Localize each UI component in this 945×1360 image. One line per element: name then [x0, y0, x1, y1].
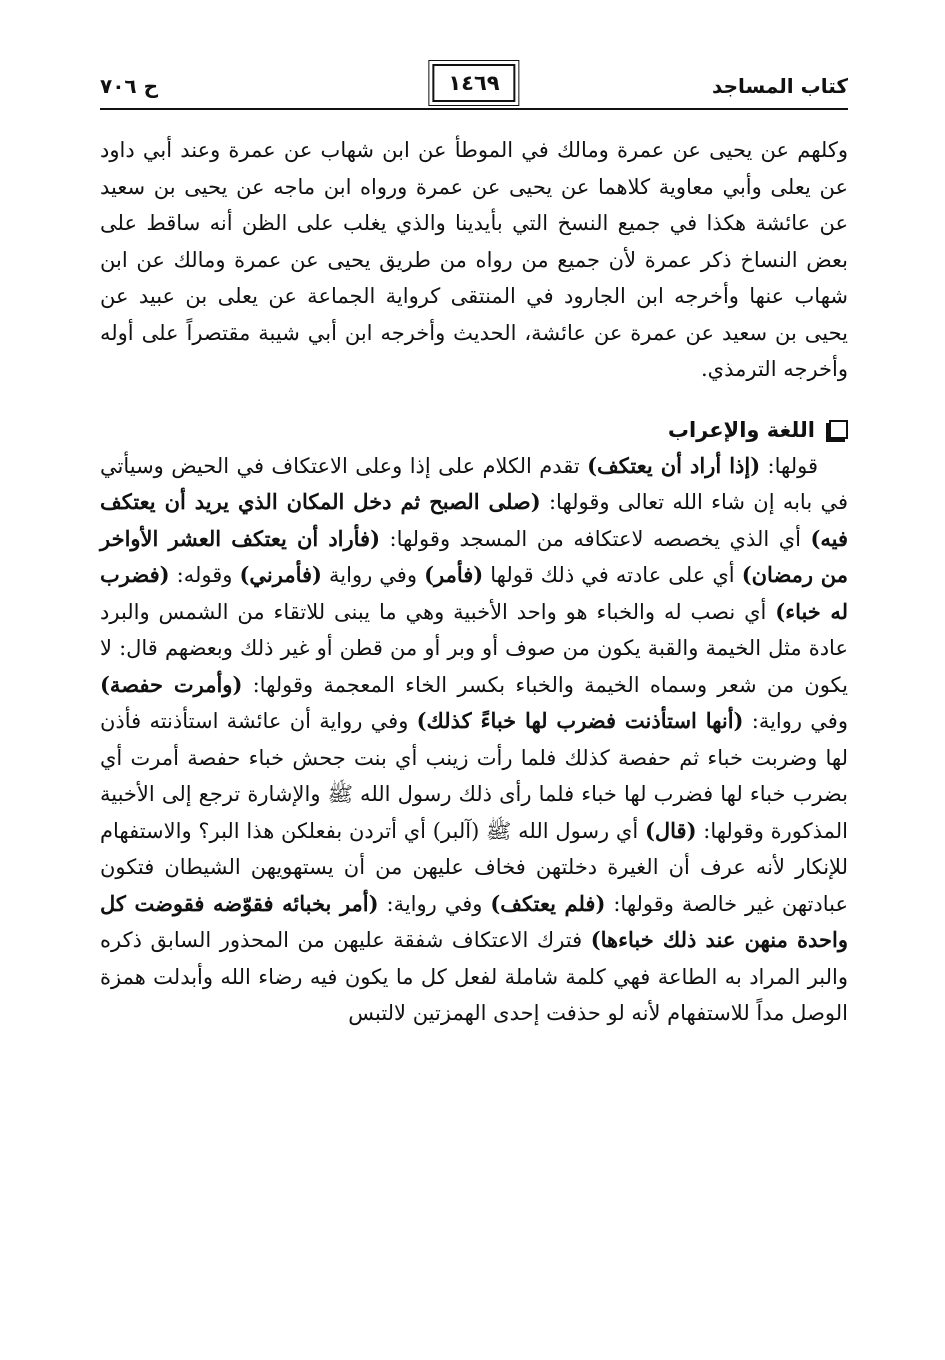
quoted-phrase: (أمر بخبائه فقوّضه فقوضت كل واحدة منهن عند ذلك خباءها) [100, 890, 848, 952]
quoted-phrase: (فأمرني) [239, 562, 322, 587]
body-text: أي الذي يخصصه لاعتكافه من المسجد وقولها: [380, 526, 811, 551]
language-grammar-paragraph [100, 448, 848, 1032]
body-text: تقدم الكلام على إذا وعلى الاعتكاف في الحيض وسيأتي في بابه إن شاء الله تعالى وقولها: [100, 453, 849, 514]
intro-paragraph: وكلهم عن يحيى عن عمرة ومالك في الموطأ عن ابن شهاب عن عمرة وعند أبي داود عن يعلى وأبي معاوية كلاهما عن يحيى عن عمرة ورواه ابن ماجه عن يحيى بن سعيد عن عائشة هكذا في جميع النسخ التي بأيدينا والذي يغلب على الظن أنه ساقط على بعض النساخ ذكر عمرة لأن جميع من رواه من طريق يحيى عن عمرة ومالك عن ابن شهاب عنها وأخرجه ابن الجارود في المنتقى كرواية الجماعة عن يعلى بن عبيد عن يحيى بن سعيد عن عمرة عن عائشة، الحديث وأخرجه ابن أبي شيبة مقتصراً على أوله وأخرجه الترمذي. [100, 138, 848, 381]
quoted-phrase: (وأمرت حفصة) [100, 671, 243, 697]
quoted-phrase: (فلم يعتكف) [490, 890, 606, 916]
body-text: وقوله: [169, 563, 240, 587]
hadith-number: ح ٧٠٦ [100, 74, 159, 98]
body-text: أي على عادته في ذلك قولها [483, 563, 742, 587]
book-page [100, 62, 848, 1032]
quoted-phrase: (صلى الصبح ثم دخل المكان الذي يريد أن يعتكف فيه) [100, 489, 849, 551]
quoted-phrase: (فضرب له خباء) [100, 562, 848, 624]
quoted-phrase: (فأراد أن يعتكف العشر الأواخر من رمضان) [100, 525, 848, 587]
body-text: وفي رواية: [743, 709, 848, 733]
page-number: ١٤٦٩ [432, 64, 515, 102]
body-text: وفي رواية أن عائشة استأذنته فأذن لها وضربت خباء ثم حفصة كذلك فلما رأت زينب أي بنت جحش خباء حفصة أمرت أي بضرب خباء لها فضرب لها خباء فلما رأى ذلك رسول الله ﷺ والإشارة ترجع إلى الأخبية المذكورة وقولها: [100, 709, 848, 843]
square-bullet-icon [829, 420, 848, 439]
quoted-phrase: (فأمر) [424, 562, 484, 587]
body-text: وفي رواية: [378, 891, 491, 916]
body-text: أي نصب له والخباء هو واحد الأخبية وهي ما يبنى للاتقاء من الشمس والبرد عادة مثل الخيمة والقبة يكون من صوف أو وبر أو من قطن أو غير ذلك وبعضهم قال: لا يكون من شعر وسماه الخيمة والخباء بكسر الخاء المعجمة وقولها: [100, 599, 848, 697]
body-text: قولها: [760, 453, 818, 478]
body-text: فترك الاعتكاف شفقة عليهن من المحذور السابق ذكره والبر المراد به الطاعة فهي كلمة شاملة لفعل كل ما يكون فيه رضاء الله وأبدلت همزة الوصل مداً للاستفهام لأنه لو حذفت إحدى الهمزتين لالتبس [100, 928, 848, 1025]
quoted-phrase: (قال) [644, 817, 697, 843]
body-text: أي رسول الله ﷺ (آلبر) أي أتردن بفعلكن هذا البر؟ والاستفهام للإنكار لأنه عرف أن الغيرة دخلتهن فخاف عليهن من أن يستهويهن الشيطان فتكون عبادتهن غير خالصة وقولها: [100, 818, 848, 916]
page-header [100, 62, 848, 110]
section-heading-text: اللغة والإعراب [667, 417, 815, 442]
book-title: كتاب المساجد [712, 74, 848, 98]
quoted-phrase: (إذا أراد أن يعتكف) [587, 452, 761, 478]
section-heading [100, 418, 848, 442]
body-text: وفي رواية [321, 563, 425, 587]
quoted-phrase: (أنها استأذنت فضرب لها خباءً كذلك) [416, 708, 744, 733]
